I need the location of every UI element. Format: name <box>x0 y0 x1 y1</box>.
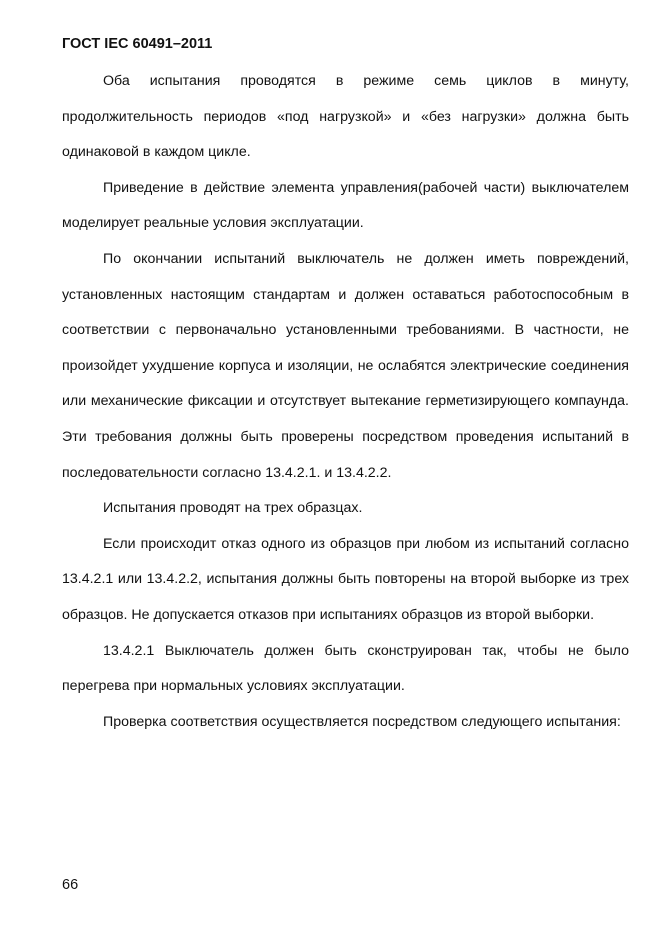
paragraph-samples: Испытания проводят на трех образцах. <box>103 500 363 517</box>
paragraph-failure: Если происходит отказ одного из образцов при любом из испытаний согласно 13.4.2.1 или 13.4.2.2, испытания должны быть повторены на второй выборке из трех образцов. Не допускается отказов при испытаниях образцов из второй выборки. <box>62 535 629 623</box>
body-text <box>62 64 629 740</box>
standard-header: ГОСТ IEC 60491–2011 <box>62 36 213 52</box>
page-number: 66 <box>62 877 79 893</box>
paragraph-verification: Проверка соответствия осуществляется посредством следующего испытания: <box>103 713 621 730</box>
paragraph-test-cycles: Оба испытания проводятся в режиме семь циклов в минуту, продолжительность периодов «под нагрузкой» и «без нагрузки» должна быть одинаковой в каждом цикле. <box>62 73 629 161</box>
paragraph-requirements: По окончании испытаний выключатель не должен иметь повреждений, установленных настоящим стандартам и должен оставаться работоспособным в соответствии с первоначально установленными требованиями. В частности, не произойдет ухудшение корпуса и изоляции, не ослабятся электрические соединения или механические фиксации и отсутствует вытекание герметизирующего компаунда. Эти требования должны быть проверены посредством проведения испытаний в последовательности согласно 13.4.2.1. и 13.4.2.2. <box>62 250 629 481</box>
paragraph-clause-13-4-2-1: 13.4.2.1 Выключатель должен быть сконструирован так, чтобы не было перегрева при нормальных условиях эксплуатации. <box>62 642 629 695</box>
paragraph-actuation: Приведение в действие элемента управления(рабочей части) выключателем моделирует реальные условия эксплуатации. <box>62 179 629 232</box>
